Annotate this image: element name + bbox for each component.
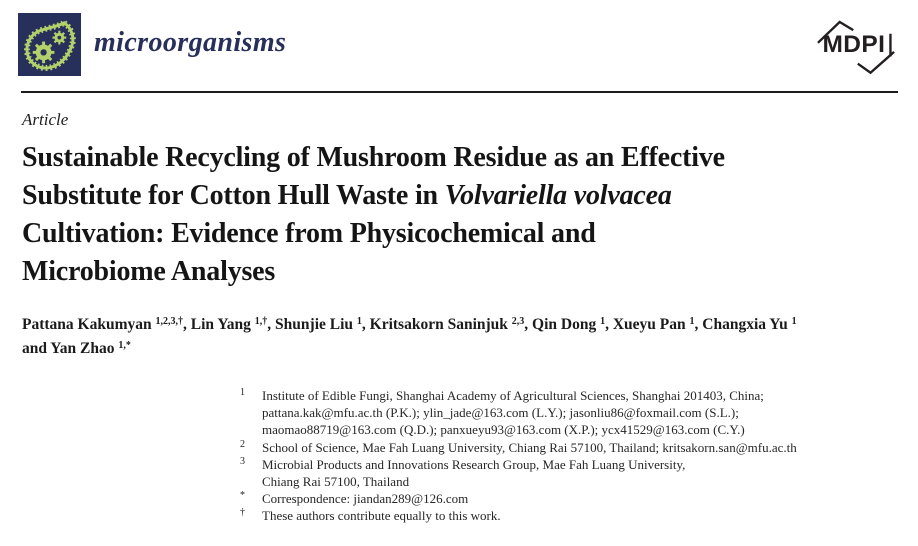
author-name: Lin Yang $^{1,\dagger}$ (190, 316, 268, 333)
affiliation-line: Correspondence: jiandan289@126.com (262, 491, 469, 507)
author-name: Changxia Yu $^1$ (702, 316, 797, 333)
article-type-label: Article (22, 110, 69, 129)
affiliation-line: maomao88719@163.com (Q.D.); panxueyu93@163.com (X.P.); ycx41529@163.com (C.Y.) (262, 422, 745, 438)
affiliation-line: These authors contribute equally to this work. (262, 508, 501, 524)
affiliation-marker: 1 (240, 387, 245, 398)
affiliation-row (240, 456, 895, 490)
affiliation-marker: 2 (240, 438, 245, 450)
affiliation-text (262, 456, 895, 490)
affiliation-row (240, 507, 895, 524)
title-line: Microbiome Analyses (22, 256, 276, 287)
affiliation-marker: † (240, 507, 245, 519)
title-line: Cultivation: Evidence from Physicochemical and (22, 218, 596, 249)
article-title (22, 139, 895, 291)
affiliations-block (240, 387, 895, 525)
author-name: Pattana Kakumyan $^{1,2,3,\dagger}$ (22, 316, 183, 333)
page-header (0, 0, 918, 91)
author-affiliation-superscript: 1,2,3,† (155, 316, 183, 327)
microbe-gear-icon (18, 13, 81, 76)
author-line: Pattana Kakumyan $^{1,2,3,\dagger}$, Lin Yang $^{1,\dagger}$, Shunjie Liu $^1$, Kritsakorn Saninjuk $^{2,3}$, Qin Dong $^1$, Xueyu Pan $^1$, Changxia Yu $^1$ and Yan Zhao $^{1,*}$ (22, 316, 797, 357)
author-affiliation-superscript: 1 (791, 316, 797, 327)
author-affiliation-superscript: 2,3 (511, 316, 525, 327)
author-affiliation-superscript: 1 (600, 316, 606, 327)
affiliation-line: pattana.kak@mfu.ac.th (P.K.); ylin_jade@163.com (L.Y.); jasonliu86@foxmail.com (S.L.); (262, 405, 739, 421)
affiliation-line: Institute of Edible Fungi, Shanghai Academy of Agricultural Sciences, Shanghai 201403, China; (262, 388, 764, 403)
affiliation-text (262, 439, 895, 456)
title-line: Sustainable Recycling of Mushroom Residue as an Effective (22, 142, 725, 173)
affiliation-text (262, 507, 895, 524)
affiliation-text (262, 387, 895, 439)
affiliation-line: Microbial Products and Innovations Research Group, Mae Fah Luang University, (262, 456, 686, 472)
mdpi-logo (810, 12, 902, 80)
author-name: Kritsakorn Saninjuk $^{2,3}$ (369, 316, 525, 333)
affiliation-line: Chiang Rai 57100, Thailand (262, 474, 410, 490)
author-name: Qin Dong $^1$ (532, 316, 606, 333)
author-affiliation-superscript: 1 (356, 316, 362, 327)
affiliation-row (240, 439, 895, 456)
author-affiliation-superscript: 1 (689, 316, 695, 327)
author-name: Shunjie Liu $^1$ (275, 316, 362, 333)
affiliation-marker: 3 (240, 455, 245, 467)
journal-wordmark: microorganisms (94, 26, 287, 58)
title-line: Substitute for Cotton Hull Waste in Volvariella volvacea (22, 180, 672, 211)
author-affiliation-superscript: 1,† (254, 316, 268, 327)
affiliation-row (240, 490, 895, 507)
author-name: Xueyu Pan $^1$ (612, 316, 695, 333)
affiliation-marker: * (240, 490, 245, 502)
journal-brand (18, 13, 286, 76)
article-front-matter (22, 93, 895, 525)
mdpi-wordmark: MDPI (822, 30, 886, 58)
author-name: and Yan Zhao $^{1,*}$ (22, 339, 131, 357)
affiliation-text (262, 490, 895, 507)
author-affiliation-superscript: 1,* (118, 339, 131, 351)
affiliation-row (240, 387, 895, 439)
affiliation-line: School of Science, Mae Fah Luang University, Chiang Rai 57100, Thailand; kritsakorn.san@mfu.ac.th (262, 439, 797, 455)
